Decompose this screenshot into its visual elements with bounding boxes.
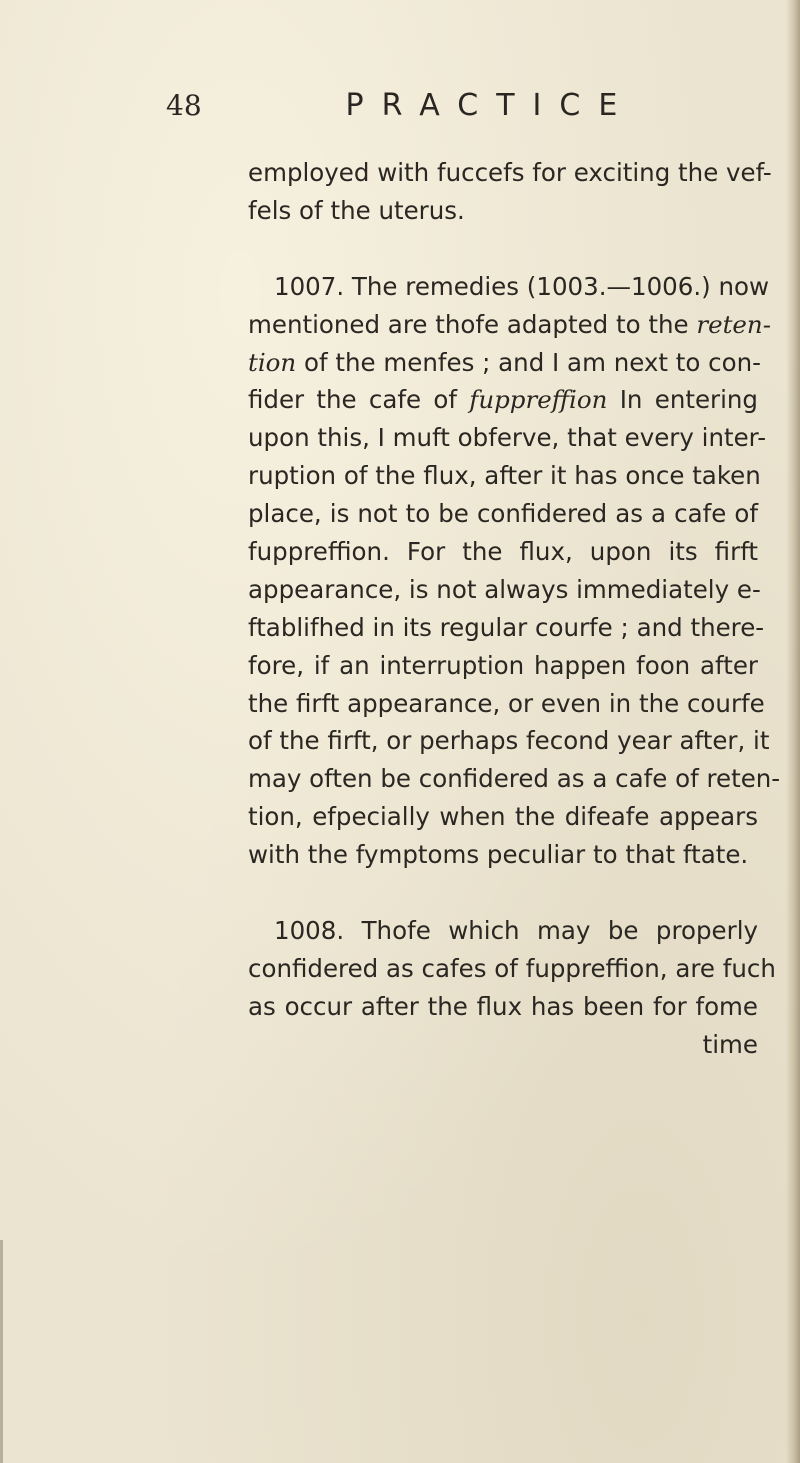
text-run: place, is not to be confidered as a cafe of [248,499,758,529]
text-run: mentioned are thofe adapted to the [248,309,697,339]
text-run: In entering [607,385,758,415]
text-line: employed with fuccefs for exciting the vef- [248,158,772,187]
text-line [248,533,758,571]
text-run: ftablifhed in its regular courfe ; and there- [248,612,765,642]
italic-term: tion [248,347,297,377]
text-run: appearance, is not always immediately e- [248,574,761,604]
text-line: 1008. Thofe which may be properly [274,916,758,946]
text-line [248,306,771,344]
text-line [248,495,758,533]
text-line [248,798,758,836]
text-run: may often be confidered as a cafe of reten- [248,764,781,794]
text-run: fider the cafe of [248,385,470,415]
catchword: time [702,1029,758,1059]
text-line [248,647,758,685]
text-line: confidered as cafes of fuppreffion, are fuch [248,953,776,983]
text-run: tion, efpecially when the difeafe appears [248,802,758,832]
page-header [166,86,635,126]
text-line: fels of the uterus. [248,195,465,225]
text-run: fore, if an interruption happen foon after [248,650,758,680]
body-text [248,154,781,1064]
page-edge-shadow [786,0,800,1463]
text-run: of the menfes ; and I am next to con- [296,347,762,377]
italic-term: fuppreffion [469,385,608,415]
paragraph-gap [248,874,758,912]
text-line [248,268,770,306]
page-edge-line [0,1240,3,1463]
text-line [248,760,781,798]
text-line [248,685,765,723]
text-line [248,609,765,647]
text-run: ruption of the flux, after it has once taken [248,461,761,491]
text-run: fuppreffion. For the flux, upon its firft [248,537,758,567]
text-line [248,457,761,495]
text-run: of the firft, or perhaps fecond year after, it [248,726,770,756]
italic-term: reten- [696,309,771,339]
text-run: with the fymptoms peculiar to that ftate. [248,840,749,870]
text-run: the firft appearance, or even in the courfe [248,688,765,718]
text-run: upon this, I muft obferve, that every inter- [248,423,767,453]
text-line [248,381,758,419]
text-line [248,571,761,609]
page-number: 48 [166,89,202,122]
text-line: as occur after the flux has been for fome [248,991,758,1021]
text-line [248,419,767,457]
running-head: PRACTICE [345,88,636,123]
text-line [248,836,758,874]
text-line [248,722,770,760]
paragraph-gap [248,230,758,268]
text-run: 1007. The remedies (1003.—1006.) now [274,271,770,301]
text-line [248,344,762,382]
